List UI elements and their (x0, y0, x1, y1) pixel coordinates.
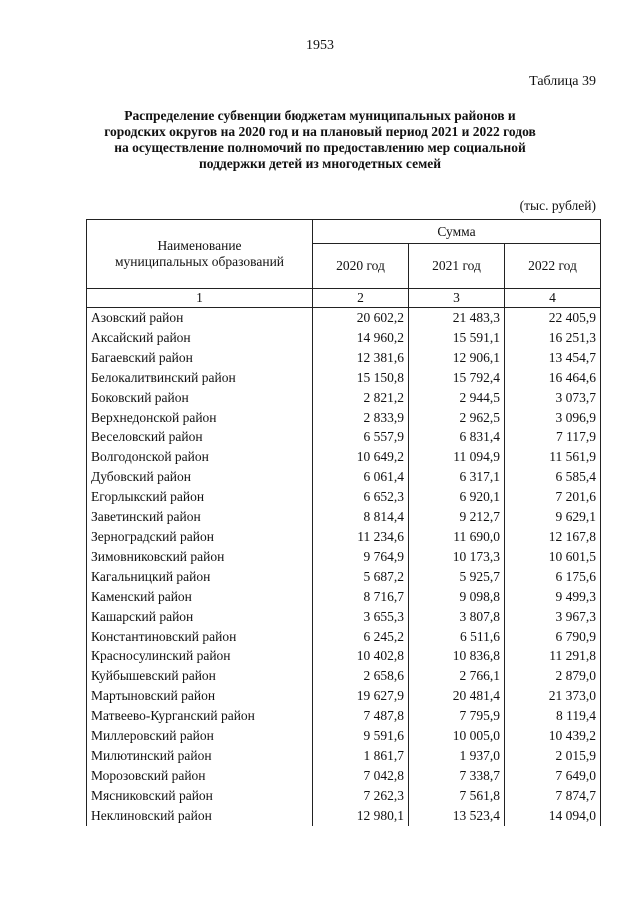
table-row (87, 348, 601, 368)
amount-2021: 10 173,3 (409, 547, 505, 567)
amount-2021: 9 212,7 (409, 507, 505, 527)
amount-2021: 3 807,8 (409, 607, 505, 627)
table-label: Таблица 39 (529, 74, 596, 89)
municipality-name: Егорлыкский район (87, 487, 313, 507)
table-row (87, 806, 601, 826)
municipality-name: Верхнедонской район (87, 408, 313, 428)
table-row (87, 746, 601, 766)
header-name-line-2: муниципальных образований (114, 254, 285, 269)
amount-2020: 6 557,9 (313, 427, 409, 447)
table-row (87, 706, 601, 726)
municipality-name: Боковский район (87, 388, 313, 408)
column-number-4: 4 (505, 289, 601, 308)
amount-2021: 11 690,0 (409, 527, 505, 547)
table-row (87, 487, 601, 507)
amount-2022: 3 096,9 (505, 408, 601, 428)
municipality-name: Мясниковский район (87, 786, 313, 806)
table-row (87, 627, 601, 647)
document-title (80, 108, 560, 172)
table-row (87, 328, 601, 348)
column-number-3: 3 (409, 289, 505, 308)
amount-2020: 6 245,2 (313, 627, 409, 647)
table-row (87, 666, 601, 686)
title-line-1: Распределение субвенции бюджетам муниципальных районов и (124, 108, 516, 123)
title-line-4: поддержки детей из многодетных семей (198, 156, 442, 171)
amount-2020: 1 861,7 (313, 746, 409, 766)
amount-2021: 6 920,1 (409, 487, 505, 507)
amount-2020: 8 716,7 (313, 587, 409, 607)
table-row (87, 646, 601, 666)
amount-2022: 11 561,9 (505, 447, 601, 467)
municipality-name: Зерноградский район (87, 527, 313, 547)
amount-2021: 15 591,1 (409, 328, 505, 348)
amount-2020: 8 814,4 (313, 507, 409, 527)
table-row (87, 447, 601, 467)
header-sum: Сумма (313, 220, 601, 244)
amount-2021: 2 944,5 (409, 388, 505, 408)
amount-2021: 6 317,1 (409, 467, 505, 487)
table-row (87, 766, 601, 786)
title-line-3: на осуществление полномочий по предоставлению мер социальной (114, 140, 526, 155)
municipality-name: Заветинский район (87, 507, 313, 527)
amount-2020: 19 627,9 (313, 686, 409, 706)
municipality-name: Аксайский район (87, 328, 313, 348)
municipality-name: Каменский район (87, 587, 313, 607)
amount-2022: 10 601,5 (505, 547, 601, 567)
amount-2021: 11 094,9 (409, 447, 505, 467)
amount-2022: 6 175,6 (505, 567, 601, 587)
amount-2021: 5 925,7 (409, 567, 505, 587)
header-year-2022: 2022 год (505, 244, 601, 289)
amount-2021: 10 836,8 (409, 646, 505, 666)
amount-2022: 7 201,6 (505, 487, 601, 507)
amount-2020: 14 960,2 (313, 328, 409, 348)
amount-2022: 6 585,4 (505, 467, 601, 487)
amount-2020: 6 061,4 (313, 467, 409, 487)
amount-2021: 13 523,4 (409, 806, 505, 826)
amount-2020: 10 402,8 (313, 646, 409, 666)
header-name-line-1: Наименование (157, 238, 242, 253)
amount-2020: 20 602,2 (313, 308, 409, 328)
table-row (87, 587, 601, 607)
amount-2020: 7 487,8 (313, 706, 409, 726)
municipality-name: Куйбышевский район (87, 666, 313, 686)
municipality-name: Милютинский район (87, 746, 313, 766)
table-row (87, 507, 601, 527)
municipality-name: Белокалитвинский район (87, 368, 313, 388)
amount-2020: 10 649,2 (313, 447, 409, 467)
municipality-name: Красносулинский район (87, 646, 313, 666)
amount-2022: 11 291,8 (505, 646, 601, 666)
amount-2020: 2 658,6 (313, 666, 409, 686)
amount-2022: 10 439,2 (505, 726, 601, 746)
table-row (87, 726, 601, 746)
amount-2021: 1 937,0 (409, 746, 505, 766)
amount-2020: 9 591,6 (313, 726, 409, 746)
amount-2021: 21 483,3 (409, 308, 505, 328)
municipality-name: Мартыновский район (87, 686, 313, 706)
municipality-name: Багаевский район (87, 348, 313, 368)
municipality-name: Морозовский район (87, 766, 313, 786)
municipality-name: Веселовский район (87, 427, 313, 447)
amount-2021: 12 906,1 (409, 348, 505, 368)
amount-2022: 3 967,3 (505, 607, 601, 627)
table-row (87, 368, 601, 388)
amount-2020: 6 652,3 (313, 487, 409, 507)
page-number: 1953 (306, 38, 334, 53)
municipality-name: Неклиновский район (87, 806, 313, 826)
amount-2020: 3 655,3 (313, 607, 409, 627)
amount-2022: 22 405,9 (505, 308, 601, 328)
amount-2022: 16 464,6 (505, 368, 601, 388)
amount-2020: 7 042,8 (313, 766, 409, 786)
municipality-name: Дубовский район (87, 467, 313, 487)
table-row (87, 427, 601, 447)
amount-2022: 6 790,9 (505, 627, 601, 647)
amount-2022: 3 073,7 (505, 388, 601, 408)
table-row (87, 567, 601, 587)
header-year-2020: 2020 год (313, 244, 409, 289)
amount-2022: 2 879,0 (505, 666, 601, 686)
amount-2021: 6 831,4 (409, 427, 505, 447)
municipality-name: Кагальницкий район (87, 567, 313, 587)
amount-2020: 7 262,3 (313, 786, 409, 806)
amount-2021: 20 481,4 (409, 686, 505, 706)
amount-2021: 7 561,8 (409, 786, 505, 806)
amount-2022: 21 373,0 (505, 686, 601, 706)
municipality-name: Волгодонской район (87, 447, 313, 467)
amount-2020: 5 687,2 (313, 567, 409, 587)
municipality-name: Зимовниковский район (87, 547, 313, 567)
units-label: (тыс. рублей) (519, 198, 596, 213)
table-row (87, 408, 601, 428)
table-row (87, 686, 601, 706)
amount-2021: 2 766,1 (409, 666, 505, 686)
column-number-2: 2 (313, 289, 409, 308)
amount-2021: 15 792,4 (409, 368, 505, 388)
header-municipality (87, 220, 313, 289)
amount-2022: 13 454,7 (505, 348, 601, 368)
amount-2020: 2 821,2 (313, 388, 409, 408)
amount-2021: 10 005,0 (409, 726, 505, 746)
municipality-name: Кашарский район (87, 607, 313, 627)
amount-2020: 9 764,9 (313, 547, 409, 567)
amount-2021: 9 098,8 (409, 587, 505, 607)
amount-2021: 7 338,7 (409, 766, 505, 786)
header-year-2021: 2021 год (409, 244, 505, 289)
amount-2022: 16 251,3 (505, 328, 601, 348)
amount-2022: 8 119,4 (505, 706, 601, 726)
amount-2022: 2 015,9 (505, 746, 601, 766)
amount-2022: 7 649,0 (505, 766, 601, 786)
municipality-name: Миллеровский район (87, 726, 313, 746)
table-row (87, 388, 601, 408)
municipality-name: Азовский район (87, 308, 313, 328)
amount-2022: 9 629,1 (505, 507, 601, 527)
amount-2021: 7 795,9 (409, 706, 505, 726)
amount-2022: 7 874,7 (505, 786, 601, 806)
amount-2021: 2 962,5 (409, 408, 505, 428)
table-row (87, 547, 601, 567)
table-row (87, 308, 601, 328)
amount-2020: 12 381,6 (313, 348, 409, 368)
municipality-name: Матвеево-Курганский район (87, 706, 313, 726)
amount-2020: 12 980,1 (313, 806, 409, 826)
table-body (87, 308, 601, 826)
municipality-name: Константиновский район (87, 627, 313, 647)
column-number-1: 1 (87, 289, 313, 308)
table-row (87, 607, 601, 627)
amount-2020: 11 234,6 (313, 527, 409, 547)
amount-2020: 2 833,9 (313, 408, 409, 428)
title-line-2: городских округов на 2020 год и на плановый период 2021 и 2022 годов (104, 124, 536, 139)
amount-2020: 15 150,8 (313, 368, 409, 388)
amount-2022: 9 499,3 (505, 587, 601, 607)
subvention-table (86, 219, 601, 826)
amount-2022: 14 094,0 (505, 806, 601, 826)
amount-2022: 7 117,9 (505, 427, 601, 447)
table-row (87, 786, 601, 806)
amount-2021: 6 511,6 (409, 627, 505, 647)
table-row (87, 467, 601, 487)
table-row (87, 527, 601, 547)
amount-2022: 12 167,8 (505, 527, 601, 547)
